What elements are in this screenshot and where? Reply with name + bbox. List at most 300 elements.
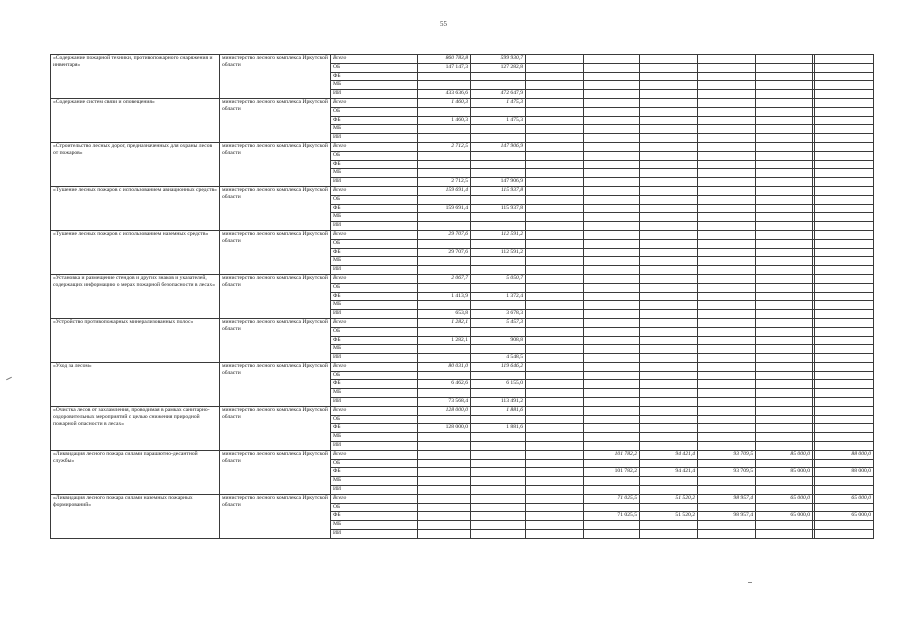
amount-cell [584,186,640,195]
funding-row [51,450,874,459]
amount-cell [584,204,640,213]
amount-cell [640,81,698,90]
activity-name: «Установка и размещение стендов и других знаков и указателей, содержащих информацию о мерах пожарной безопасности в лесах» [51,274,220,318]
funding-source: ФБ [331,204,418,213]
amount-cell [418,107,471,116]
amount-cell [698,354,756,363]
page-number: 55 [440,20,447,28]
amount-cell [418,257,471,266]
amount-cell [526,266,584,275]
amount-cell [815,98,874,107]
amount-cell: 88 000,0 [815,450,874,459]
amount-cell [698,98,756,107]
activity-name: «Очистка лесов от захламления, проводимая в рамках санитарно-оздоровительных мероприятий с целью снижения природной пожарной опасности в лесах» [51,406,220,450]
amount-cell [756,292,813,301]
funding-source: ОБ [331,151,418,160]
funding-source: ИИ [331,222,418,231]
funding-source: ФБ [331,248,418,257]
amount-cell [584,63,640,72]
amount-cell [640,398,698,407]
funding-source: ИИ [331,486,418,495]
funding-source: МБ [331,125,418,134]
amount-cell: 73 568,4 [418,398,471,407]
amount-cell: 1 475,3 [471,98,526,107]
amount-cell [471,450,526,459]
amount-cell [526,389,584,398]
amount-cell [698,248,756,257]
amount-cell [815,301,874,310]
amount-cell [640,213,698,222]
funding-source: Всего [331,362,418,371]
amount-cell [526,90,584,99]
amount-cell [526,530,584,539]
funding-source: МБ [331,389,418,398]
funding-source: ОБ [331,63,418,72]
funding-source: ФБ [331,380,418,389]
amount-cell [418,512,471,521]
amount-cell [815,222,874,231]
amount-cell [526,494,584,503]
amount-cell [584,160,640,169]
amount-cell [756,415,813,424]
amount-cell [698,142,756,151]
funding-source: ИИ [331,310,418,319]
amount-cell [815,81,874,90]
funding-source: ФБ [331,292,418,301]
amount-cell [815,424,874,433]
amount-cell: 2 712,5 [418,142,471,151]
amount-cell [471,433,526,442]
amount-cell: 4 548,5 [471,354,526,363]
amount-cell [815,204,874,213]
funding-source: ФБ [331,512,418,521]
amount-cell [756,107,813,116]
amount-cell [584,459,640,468]
amount-cell [471,345,526,354]
amount-cell: 85 000,0 [756,450,813,459]
amount-cell [640,371,698,380]
amount-cell: 93 709,5 [698,450,756,459]
amount-cell [815,442,874,451]
amount-cell [640,477,698,486]
funding-source: ИИ [331,442,418,451]
amount-cell [815,477,874,486]
amount-cell: 1 881,6 [471,424,526,433]
activity-name: «Ликвидация лесного пожара силами парашютно-десантной службы» [51,450,220,494]
amount-cell [418,503,471,512]
responsible-executor: министерство лесного комплекса Иркутской области [220,494,331,538]
amount-cell [584,424,640,433]
amount-cell [418,415,471,424]
amount-cell [526,204,584,213]
funding-source: Всего [331,55,418,64]
amount-cell [756,406,813,415]
amount-cell [584,266,640,275]
responsible-executor: министерство лесного комплекса Иркутской области [220,450,331,494]
amount-cell [526,186,584,195]
amount-cell [756,266,813,275]
amount-cell: 65 000,0 [815,512,874,521]
amount-cell [815,433,874,442]
amount-cell [815,257,874,266]
funding-row [51,274,874,283]
amount-cell: 1 881,6 [471,406,526,415]
amount-cell [471,521,526,530]
amount-cell [526,151,584,160]
amount-cell [526,459,584,468]
amount-cell [815,186,874,195]
amount-cell [584,125,640,134]
funding-source: Всего [331,274,418,283]
amount-cell [526,406,584,415]
amount-cell [526,213,584,222]
funding-source: Всего [331,98,418,107]
amount-cell [584,380,640,389]
amount-cell [698,257,756,266]
amount-cell: 101 782,2 [584,468,640,477]
amount-cell [526,134,584,143]
amount-cell [471,477,526,486]
amount-cell [698,530,756,539]
amount-cell [526,345,584,354]
amount-cell [418,327,471,336]
amount-cell [756,125,813,134]
amount-cell [526,477,584,486]
amount-cell [640,274,698,283]
amount-cell [756,63,813,72]
amount-cell [584,230,640,239]
amount-cell [418,459,471,468]
amount-cell [584,301,640,310]
amount-cell: 128 000,0 [418,406,471,415]
amount-cell: 1 460,3 [418,98,471,107]
amount-cell [815,125,874,134]
amount-cell [584,248,640,257]
amount-cell [756,116,813,125]
amount-cell: 1 460,3 [418,116,471,125]
amount-cell: 29 707,6 [418,230,471,239]
responsible-executor: министерство лесного комплекса Иркутской области [220,362,331,406]
amount-cell [815,327,874,336]
amount-cell [584,415,640,424]
amount-cell [756,318,813,327]
amount-cell [698,371,756,380]
amount-cell [698,55,756,64]
amount-cell [698,486,756,495]
amount-cell [698,301,756,310]
amount-cell [756,362,813,371]
amount-cell [640,160,698,169]
amount-cell [471,459,526,468]
amount-cell [526,116,584,125]
amount-cell [526,98,584,107]
amount-cell [640,406,698,415]
amount-cell [815,354,874,363]
amount-cell [418,266,471,275]
funding-row [51,318,874,327]
funding-source: ОБ [331,195,418,204]
amount-cell [756,142,813,151]
funding-source: ОБ [331,239,418,248]
amount-cell [526,160,584,169]
amount-cell: 98 957,4 [698,512,756,521]
amount-cell [640,301,698,310]
amount-cell [756,248,813,257]
amount-cell [756,55,813,64]
amount-cell [584,371,640,380]
scan-artifact [6,377,12,380]
amount-cell [756,230,813,239]
amount-cell [640,72,698,81]
amount-cell [756,310,813,319]
amount-cell [418,477,471,486]
amount-cell [526,230,584,239]
amount-cell [698,63,756,72]
amount-cell [526,468,584,477]
amount-cell [815,336,874,345]
amount-cell [815,142,874,151]
funding-row [51,98,874,107]
amount-cell: 1 282,1 [418,336,471,345]
amount-cell [526,178,584,187]
amount-cell [698,433,756,442]
amount-cell [584,81,640,90]
amount-cell: 119 646,2 [471,362,526,371]
amount-cell: 147 906,9 [471,178,526,187]
amount-cell [584,72,640,81]
amount-cell: 51 520,2 [640,512,698,521]
amount-cell [640,530,698,539]
amount-cell [471,283,526,292]
amount-cell: 115 937,8 [471,186,526,195]
amount-cell [526,310,584,319]
amount-cell [756,239,813,248]
amount-cell [471,371,526,380]
amount-cell [698,195,756,204]
amount-cell [640,195,698,204]
amount-cell [640,55,698,64]
amount-cell [584,151,640,160]
amount-cell [640,116,698,125]
amount-cell [815,406,874,415]
funding-source: МБ [331,301,418,310]
amount-cell [756,90,813,99]
amount-cell [418,389,471,398]
amount-cell [418,222,471,231]
amount-cell [471,195,526,204]
amount-cell [526,169,584,178]
responsible-executor: министерство лесного комплекса Иркутской области [220,406,331,450]
amount-cell [526,257,584,266]
amount-cell [584,336,640,345]
amount-cell [815,55,874,64]
amount-cell: 94 421,4 [640,468,698,477]
amount-cell [526,415,584,424]
amount-cell [698,389,756,398]
amount-cell [471,257,526,266]
amount-cell: 85 000,0 [756,468,813,477]
amount-cell [815,151,874,160]
amount-cell [526,398,584,407]
funding-source: ОБ [331,415,418,424]
amount-cell [418,239,471,248]
amount-cell: 98 957,4 [698,494,756,503]
amount-cell [584,318,640,327]
amount-cell [418,213,471,222]
program-funding-table [50,54,874,539]
amount-cell [471,389,526,398]
amount-cell [756,195,813,204]
amount-cell [418,521,471,530]
amount-cell [640,142,698,151]
amount-cell [526,433,584,442]
amount-cell [756,160,813,169]
amount-cell [640,186,698,195]
amount-cell [815,362,874,371]
amount-cell [640,310,698,319]
amount-cell [815,63,874,72]
amount-cell [640,204,698,213]
amount-cell [584,327,640,336]
funding-source: ФБ [331,160,418,169]
scan-artifact [748,582,752,583]
amount-cell: 127 282,8 [471,63,526,72]
amount-cell [756,134,813,143]
amount-cell: 112 591,2 [471,230,526,239]
amount-cell [471,468,526,477]
amount-cell [471,125,526,134]
amount-cell [640,283,698,292]
amount-cell: 65 000,0 [815,494,874,503]
amount-cell [756,186,813,195]
amount-cell [471,266,526,275]
amount-cell: 101 782,2 [584,450,640,459]
funding-source: ОБ [331,327,418,336]
funding-source: ИИ [331,90,418,99]
amount-cell [526,486,584,495]
amount-cell [815,486,874,495]
amount-cell [526,107,584,116]
funding-source: МБ [331,477,418,486]
amount-cell [471,213,526,222]
amount-cell [526,195,584,204]
amount-cell [584,362,640,371]
amount-cell [526,55,584,64]
amount-cell [584,530,640,539]
funding-source: МБ [331,521,418,530]
amount-cell [584,90,640,99]
amount-cell [756,442,813,451]
amount-cell [698,459,756,468]
amount-cell [584,142,640,151]
amount-cell [698,283,756,292]
amount-cell: 51 520,2 [640,494,698,503]
amount-cell: 6 155,0 [471,380,526,389]
amount-cell [698,415,756,424]
funding-row [51,406,874,415]
amount-cell: 80 031,0 [418,362,471,371]
funding-row [51,230,874,239]
responsible-executor: министерство лесного комплекса Иркутской области [220,274,331,318]
funding-row [51,186,874,195]
amount-cell [418,151,471,160]
amount-cell [526,512,584,521]
amount-cell [640,433,698,442]
amount-cell [584,178,640,187]
amount-cell [471,415,526,424]
amount-cell [584,398,640,407]
funding-source: ИИ [331,398,418,407]
amount-cell [756,257,813,266]
amount-cell [756,503,813,512]
responsible-executor: министерство лесного комплекса Иркутской области [220,230,331,274]
amount-cell [584,283,640,292]
amount-cell [815,72,874,81]
amount-cell [471,81,526,90]
amount-cell [815,160,874,169]
amount-cell [756,213,813,222]
responsible-executor: министерство лесного комплекса Иркутской области [220,186,331,230]
amount-cell [418,81,471,90]
amount-cell [756,530,813,539]
amount-cell [756,398,813,407]
amount-cell [471,169,526,178]
funding-row [51,494,874,503]
funding-row [51,362,874,371]
amount-cell [698,274,756,283]
amount-cell [698,521,756,530]
amount-cell [584,389,640,398]
amount-cell [698,424,756,433]
amount-cell [698,292,756,301]
funding-source: МБ [331,433,418,442]
amount-cell [418,125,471,134]
amount-cell: 29 707,6 [418,248,471,257]
amount-cell [698,186,756,195]
amount-cell [815,371,874,380]
amount-cell [815,283,874,292]
funding-source: ОБ [331,371,418,380]
funding-source: ФБ [331,424,418,433]
amount-cell [698,160,756,169]
amount-cell [640,327,698,336]
amount-cell [584,521,640,530]
amount-cell [584,503,640,512]
amount-cell [640,151,698,160]
amount-cell [471,486,526,495]
responsible-executor: министерство лесного комплекса Иркутской области [220,142,331,186]
amount-cell [640,459,698,468]
amount-cell [526,142,584,151]
funding-source: ФБ [331,336,418,345]
amount-cell [698,125,756,134]
amount-cell [815,134,874,143]
amount-cell [815,503,874,512]
funding-source: ФБ [331,116,418,125]
amount-cell [698,222,756,231]
amount-cell [640,503,698,512]
amount-cell [698,362,756,371]
amount-cell [815,116,874,125]
amount-cell [584,257,640,266]
amount-cell: 1 372,4 [471,292,526,301]
amount-cell: 159 691,4 [418,204,471,213]
funding-row [51,142,874,151]
amount-cell [526,362,584,371]
amount-cell [756,354,813,363]
funding-source: Всего [331,186,418,195]
amount-cell [698,477,756,486]
